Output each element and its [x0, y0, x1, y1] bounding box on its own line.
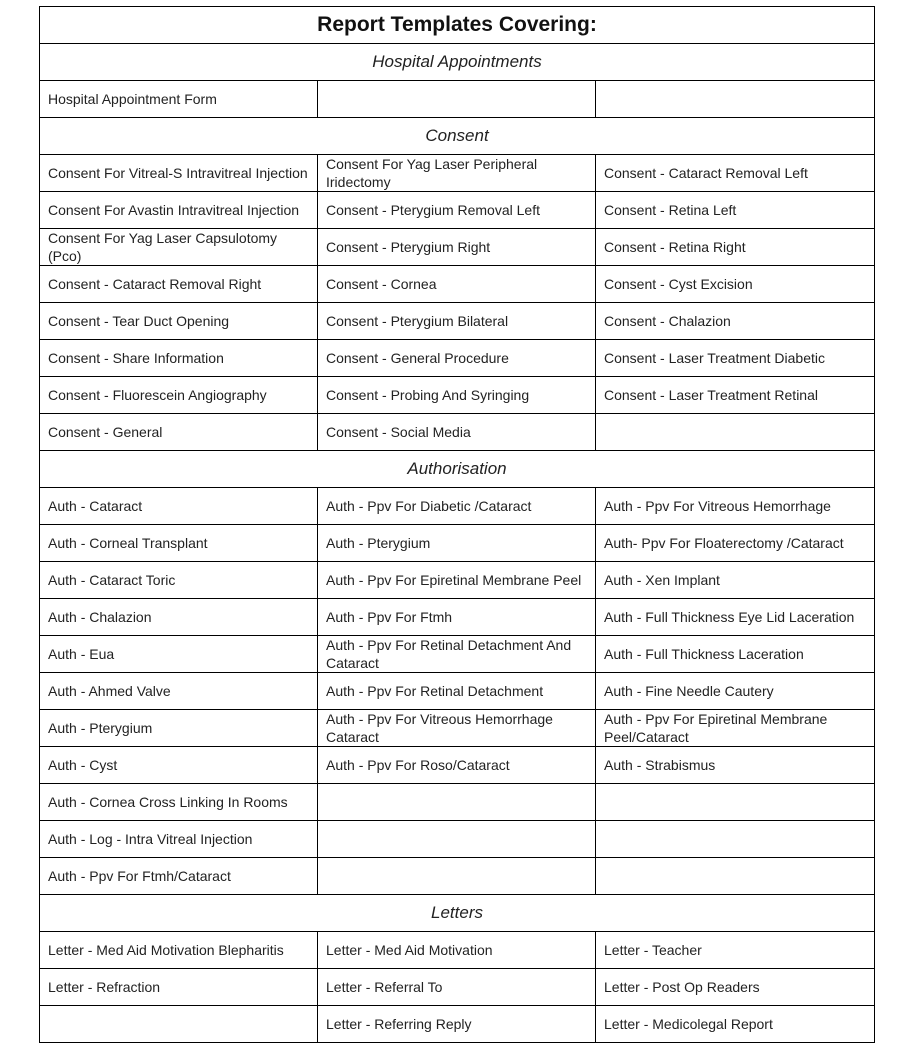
template-cell: Consent - General Procedure: [318, 340, 596, 377]
table-row: [40, 821, 875, 858]
section-heading: Authorisation: [40, 451, 875, 488]
template-cell: Consent For Vitreal-S Intravitreal Injection: [40, 155, 318, 192]
template-cell: Auth - Ppv For Roso/Cataract: [318, 747, 596, 784]
template-cell: Hospital Appointment Form: [40, 81, 318, 118]
template-cell: Auth - Corneal Transplant: [40, 525, 318, 562]
table-row: [40, 932, 875, 969]
template-cell: Consent - Pterygium Removal Left: [318, 192, 596, 229]
template-cell: Auth - Cataract: [40, 488, 318, 525]
template-cell: Consent - Pterygium Bilateral: [318, 303, 596, 340]
table-row: [40, 969, 875, 1006]
table-row: [40, 229, 875, 266]
table-row: [40, 673, 875, 710]
template-cell: Consent - Laser Treatment Diabetic: [596, 340, 875, 377]
template-cell: Consent For Yag Laser Peripheral Iridectomy: [318, 155, 596, 192]
template-cell: Auth- Ppv For Floaterectomy /Cataract: [596, 525, 875, 562]
template-cell: Consent For Yag Laser Capsulotomy (Pco): [40, 229, 318, 266]
template-cell: Consent - Cyst Excision: [596, 266, 875, 303]
empty-cell: [318, 821, 596, 858]
template-cell: Auth - Full Thickness Eye Lid Laceration: [596, 599, 875, 636]
template-cell: Consent - Probing And Syringing: [318, 377, 596, 414]
empty-cell: [596, 858, 875, 895]
template-cell: Consent - Chalazion: [596, 303, 875, 340]
empty-cell: [318, 81, 596, 118]
empty-cell: [318, 784, 596, 821]
template-cell: Auth - Full Thickness Laceration: [596, 636, 875, 673]
template-cell: Letter - Referral To: [318, 969, 596, 1006]
table-row: [40, 1006, 875, 1043]
table-row: [40, 155, 875, 192]
table-row: [40, 599, 875, 636]
table-row: [40, 81, 875, 118]
template-cell: Auth - Cataract Toric: [40, 562, 318, 599]
table-row: [40, 488, 875, 525]
template-cell: Letter - Medicolegal Report: [596, 1006, 875, 1043]
section-header-consent: [40, 118, 875, 155]
section-header-letters: [40, 895, 875, 932]
table-row: [40, 858, 875, 895]
table-row: [40, 340, 875, 377]
title-row: [40, 7, 875, 44]
template-cell: Auth - Ppv For Ftmh/Cataract: [40, 858, 318, 895]
template-cell: Auth - Fine Needle Cautery: [596, 673, 875, 710]
template-cell: Auth - Ppv For Epiretinal Membrane Peel/Cataract: [596, 710, 875, 747]
template-cell: Auth - Pterygium: [40, 710, 318, 747]
table-row: [40, 636, 875, 673]
table-row: [40, 192, 875, 229]
section-heading: Hospital Appointments: [40, 44, 875, 81]
table-row: [40, 266, 875, 303]
template-cell: Letter - Post Op Readers: [596, 969, 875, 1006]
template-cell: Auth - Ppv For Epiretinal Membrane Peel: [318, 562, 596, 599]
report-templates-table: [39, 6, 875, 1043]
template-cell: Consent - Retina Right: [596, 229, 875, 266]
empty-cell: [596, 784, 875, 821]
template-cell: Auth - Ppv For Vitreous Hemorrhage Cataract: [318, 710, 596, 747]
template-cell: Auth - Ppv For Diabetic /Cataract: [318, 488, 596, 525]
table-title: Report Templates Covering:: [40, 7, 875, 44]
section-header-hospital-appointments: [40, 44, 875, 81]
empty-cell: [40, 1006, 318, 1043]
template-cell: Consent - Pterygium Right: [318, 229, 596, 266]
template-cell: Auth - Ppv For Retinal Detachment: [318, 673, 596, 710]
template-cell: Consent - Retina Left: [596, 192, 875, 229]
template-cell: Auth - Pterygium: [318, 525, 596, 562]
template-cell: Consent - Cataract Removal Right: [40, 266, 318, 303]
template-cell: Auth - Log - Intra Vitreal Injection: [40, 821, 318, 858]
template-cell: Auth - Xen Implant: [596, 562, 875, 599]
template-cell: Auth - Ppv For Vitreous Hemorrhage: [596, 488, 875, 525]
table-row: [40, 747, 875, 784]
template-cell: Auth - Ppv For Ftmh: [318, 599, 596, 636]
template-cell: Consent - Tear Duct Opening: [40, 303, 318, 340]
table-row: [40, 784, 875, 821]
template-cell: Consent - Cataract Removal Left: [596, 155, 875, 192]
template-cell: Consent - Laser Treatment Retinal: [596, 377, 875, 414]
template-cell: Consent - Cornea: [318, 266, 596, 303]
template-cell: Consent - General: [40, 414, 318, 451]
template-cell: Auth - Cyst: [40, 747, 318, 784]
report-templates-document: [39, 6, 874, 1043]
template-cell: Auth - Eua: [40, 636, 318, 673]
table-row: [40, 525, 875, 562]
table-row: [40, 303, 875, 340]
template-cell: Letter - Refraction: [40, 969, 318, 1006]
template-cell: Letter - Med Aid Motivation: [318, 932, 596, 969]
template-cell: Letter - Med Aid Motivation Blepharitis: [40, 932, 318, 969]
table-body: [40, 7, 875, 1043]
template-cell: Consent - Social Media: [318, 414, 596, 451]
template-cell: Auth - Ahmed Valve: [40, 673, 318, 710]
template-cell: Auth - Chalazion: [40, 599, 318, 636]
template-cell: Consent For Avastin Intravitreal Injection: [40, 192, 318, 229]
template-cell: Auth - Strabismus: [596, 747, 875, 784]
empty-cell: [596, 821, 875, 858]
section-heading: Letters: [40, 895, 875, 932]
template-cell: Letter - Referring Reply: [318, 1006, 596, 1043]
empty-cell: [318, 858, 596, 895]
table-row: [40, 710, 875, 747]
table-row: [40, 377, 875, 414]
template-cell: Auth - Cornea Cross Linking In Rooms: [40, 784, 318, 821]
section-heading: Consent: [40, 118, 875, 155]
template-cell: Consent - Fluorescein Angiography: [40, 377, 318, 414]
empty-cell: [596, 81, 875, 118]
template-cell: Consent - Share Information: [40, 340, 318, 377]
empty-cell: [596, 414, 875, 451]
template-cell: Letter - Teacher: [596, 932, 875, 969]
table-row: [40, 562, 875, 599]
template-cell: Auth - Ppv For Retinal Detachment And Cataract: [318, 636, 596, 673]
section-header-authorisation: [40, 451, 875, 488]
table-row: [40, 414, 875, 451]
